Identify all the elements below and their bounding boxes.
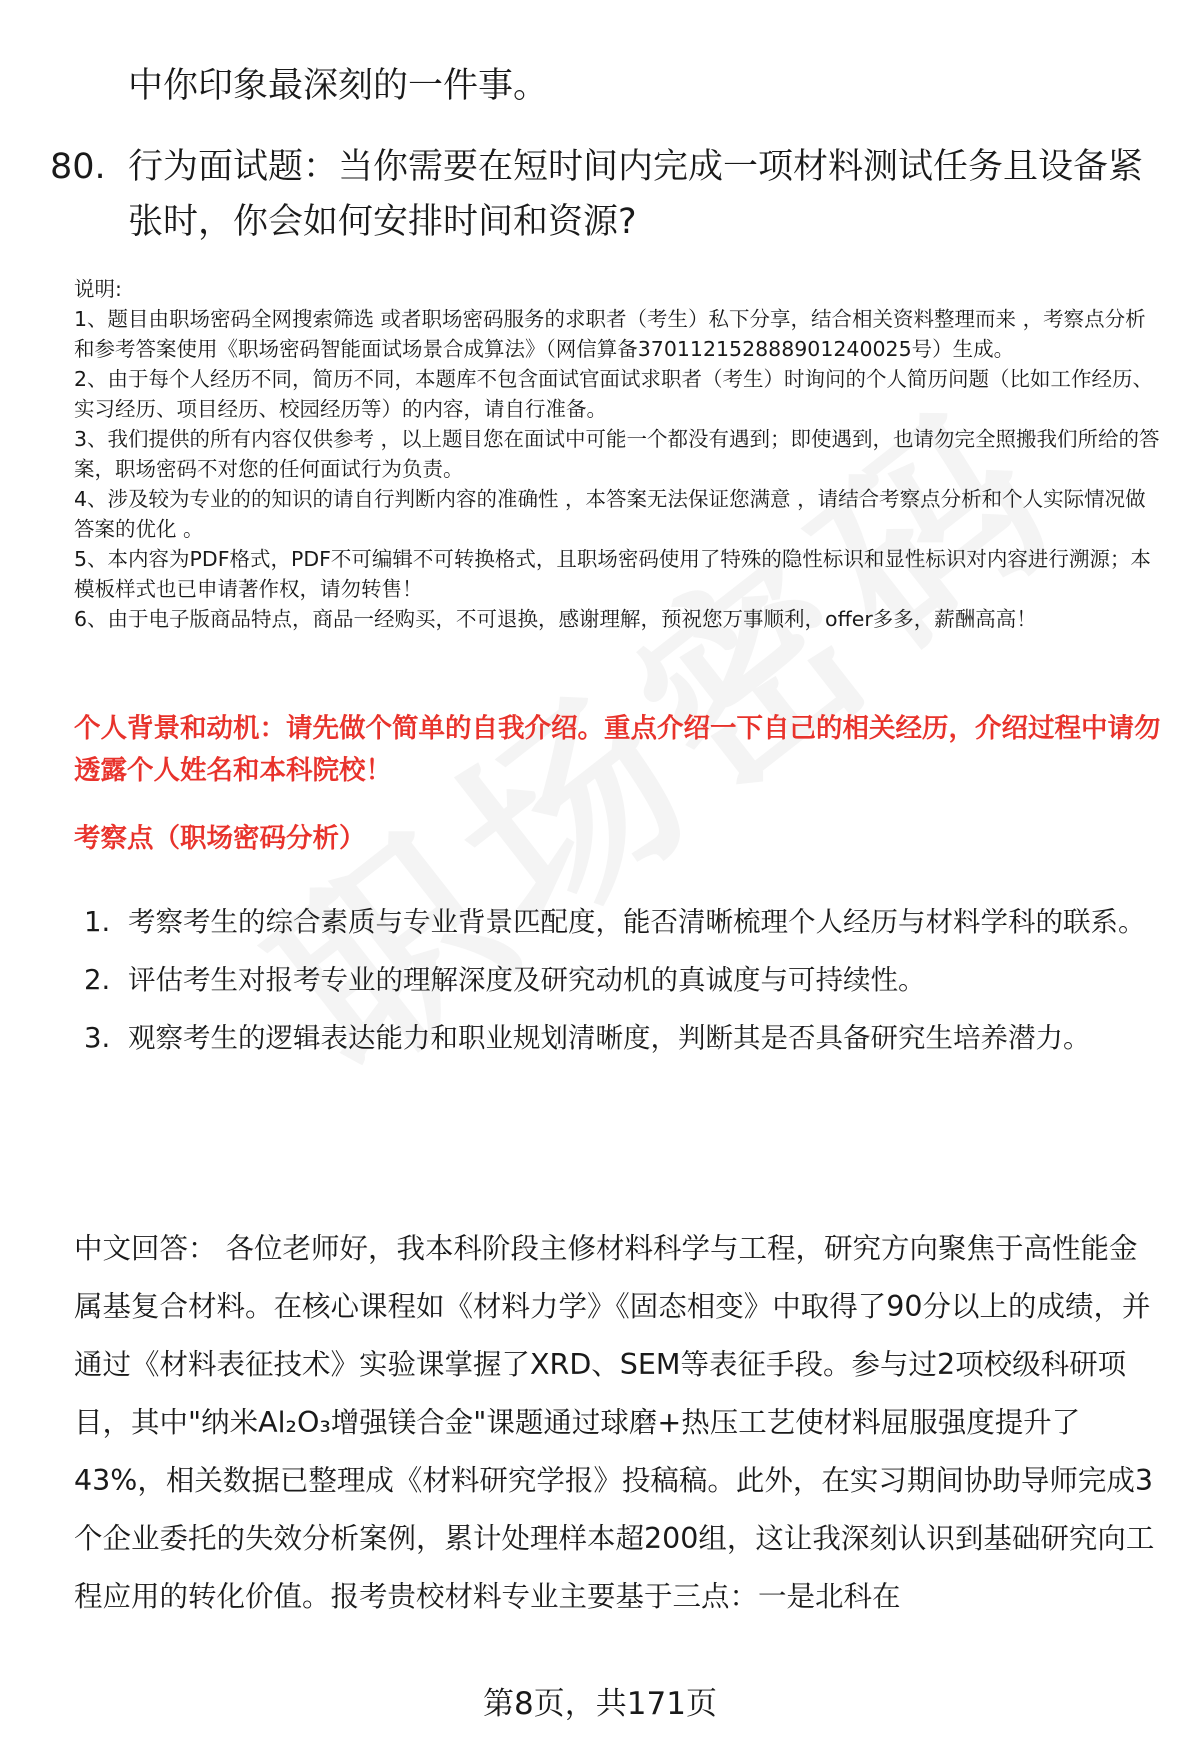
note-item: 6、由于电子版商品特点，商品一经购买，不可退换，感谢理解，预祝您万事顺利，offer多多，薪酬高高！	[74, 607, 1037, 631]
continued-question-line: 中你印象最深刻的一件事。	[128, 66, 549, 106]
list-item-number: 1.	[84, 906, 111, 938]
question-text: 行为面试题：当你需要在短时间内完成一项材料测试任务且设备紧张时，你会如何安排时间和资源?	[128, 147, 1144, 242]
note-item: 2、由于每个人经历不同，简历不同，本题库不包含面试官面试求职者（考生）时询问的个人简历问题（比如工作经历、实习经历、项目经历、校园经历等）的内容，请自行准备。	[74, 367, 1154, 421]
list-item	[84, 893, 1164, 951]
note-item: 1、题目由职场密码全网搜索筛选 或者职场密码服务的求职者（考生）私下分享，结合相关资料整理而来 ，考察点分析和参考答案使用《职场密码智能面试场景合成算法》（网信算备370112152888901240025号）生成。	[74, 307, 1146, 361]
answer-paragraph: 中文回答： 各位老师好，我本科阶段主修材料科学与工程，研究方向聚焦于高性能金属基复合材料。在核心课程如《材料力学》《固态相变》中取得了90分以上的成绩，并通过《材料表征技术》实验课掌握了XRD、SEM等表征手段。参与过2项校级科研项目，其中"纳米Al₂O₃增强镁合金"课题通过球磨+热压工艺使材料屈服强度提升了43%，相关数据已整理成《材料研究学报》投稿稿。此外，在实习期间协助导师完成3个企业委托的失效分析案例，累计处理样本超200组，这让我深刻认识到基础研究向工程应用的转化价值。报考贵校材料专业主要基于三点：一是北科在	[74, 1232, 1155, 1613]
note-item: 5、本内容为PDF格式，PDF不可编辑不可转换格式，且职场密码使用了特殊的隐性标识和显性标识对内容进行溯源；本模板样式也已申请著作权，请勿转售！	[74, 547, 1151, 601]
list-item-number: 2.	[84, 964, 111, 996]
list-item-text: 评估考生对报考专业的理解深度及研究动机的真诚度与可持续性。	[128, 964, 926, 996]
list-item-number: 3.	[84, 1022, 111, 1054]
list-item	[84, 1009, 1164, 1067]
list-item-text: 观察考生的逻辑表达能力和职业规划清晰度，判断其是否具备研究生培养潜力。	[128, 1022, 1091, 1054]
list-item	[84, 951, 1164, 1009]
question-80	[50, 140, 1160, 250]
note-item: 4、涉及较为专业的的知识的请自行判断内容的准确性 ，本答案无法保证您满意 ，请结合考察点分析和个人实际情况做答案的优化 。	[74, 487, 1146, 541]
analysis-title: 考察点（职场密码分析）	[74, 823, 366, 854]
notes-section	[74, 274, 1164, 634]
list-item-text: 考察考生的综合素质与专业背景匹配度，能否清晰梳理个人经历与材料学科的联系。	[128, 906, 1146, 938]
page-footer: 第8页，共171页	[483, 1686, 717, 1722]
note-item: 3、我们提供的所有内容仅供参考 ，以上题目您在面试中可能一个都没有遇到；即使遇到，也请勿完全照搬我们所给的答案，职场密码不对您的任何面试行为负责。	[74, 427, 1160, 481]
question-number: 80.	[50, 147, 106, 187]
analysis-points-list	[84, 893, 1164, 1067]
section-heading: 个人背景和动机：请先做个简单的自我介绍。重点介绍一下自己的相关经历，介绍过程中请勿透露个人姓名和本科院校！	[74, 713, 1161, 786]
notes-title: 说明:	[74, 277, 122, 301]
